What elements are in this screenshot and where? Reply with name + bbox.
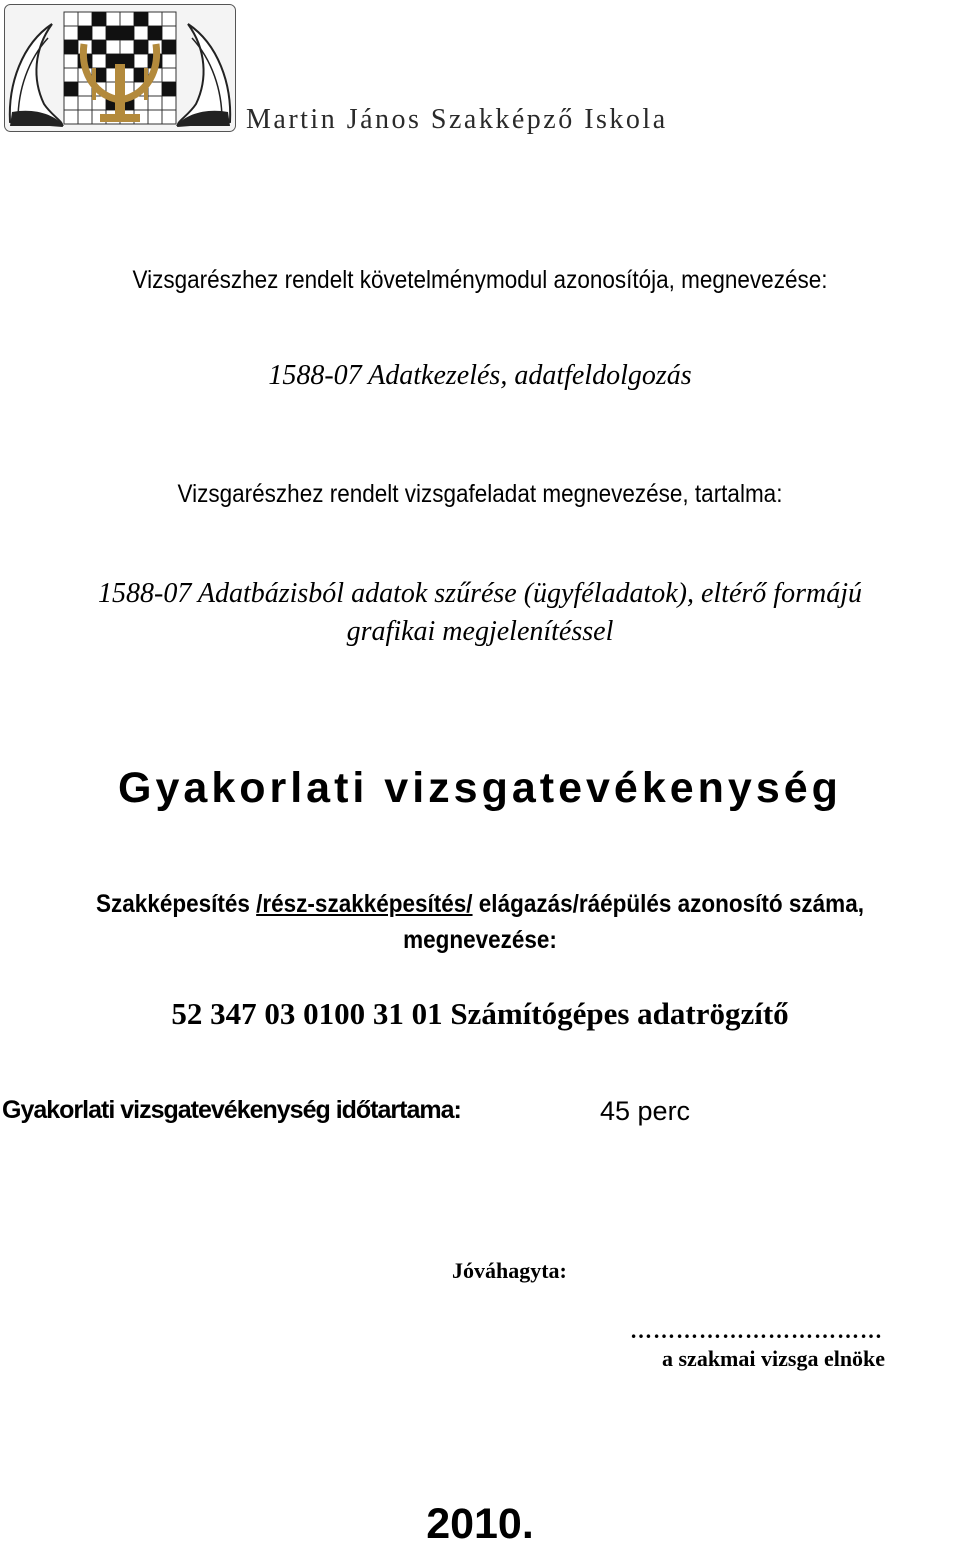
signer-role: a szakmai vizsga elnöke xyxy=(662,1346,886,1371)
document-year: 2010. xyxy=(426,1500,534,1548)
module-title: 1588-07 Adatkezelés, adatfeldolgozás xyxy=(268,360,692,391)
exam-type-heading: Gyakorlati vizsgatevékenység xyxy=(118,764,842,812)
duration-label: Gyakorlati vizsgatevékenység időtartama: xyxy=(2,1096,461,1124)
task-title-line-1: 1588-07 Adatbázisból adatok szűrése (ügyféladatok), eltérő formájú xyxy=(98,578,862,609)
qualification-suffix: elágazás/ráépülés azonosító száma, xyxy=(472,890,864,918)
duration-value: 45 perc xyxy=(600,1096,691,1126)
qualification-heading xyxy=(48,890,912,919)
qualification-code-name: 52 347 03 0100 31 01 Számítógépes adatrögzítő xyxy=(171,996,789,1031)
module-heading: Vizsgarészhez rendelt követelménymodul azonosítója, megnevezése: xyxy=(132,266,828,294)
school-emblem-icon xyxy=(4,4,236,132)
task-heading: Vizsgarészhez rendelt vizsgafeladat megnevezése, tartalma: xyxy=(177,480,783,508)
signature-line: …………………………… xyxy=(630,1318,883,1343)
task-title-line-2: grafikai megjelenítéssel xyxy=(346,616,614,647)
qualification-prefix: Szakképesítés xyxy=(96,890,257,918)
approval-label: Jóváhagyta: xyxy=(452,1258,567,1283)
school-name: Martin János Szakképző Iskola xyxy=(246,104,668,135)
qualification-heading-line-2: megnevezése: xyxy=(403,926,557,954)
qualification-underlined: /rész-szakképesítés/ xyxy=(256,890,473,918)
